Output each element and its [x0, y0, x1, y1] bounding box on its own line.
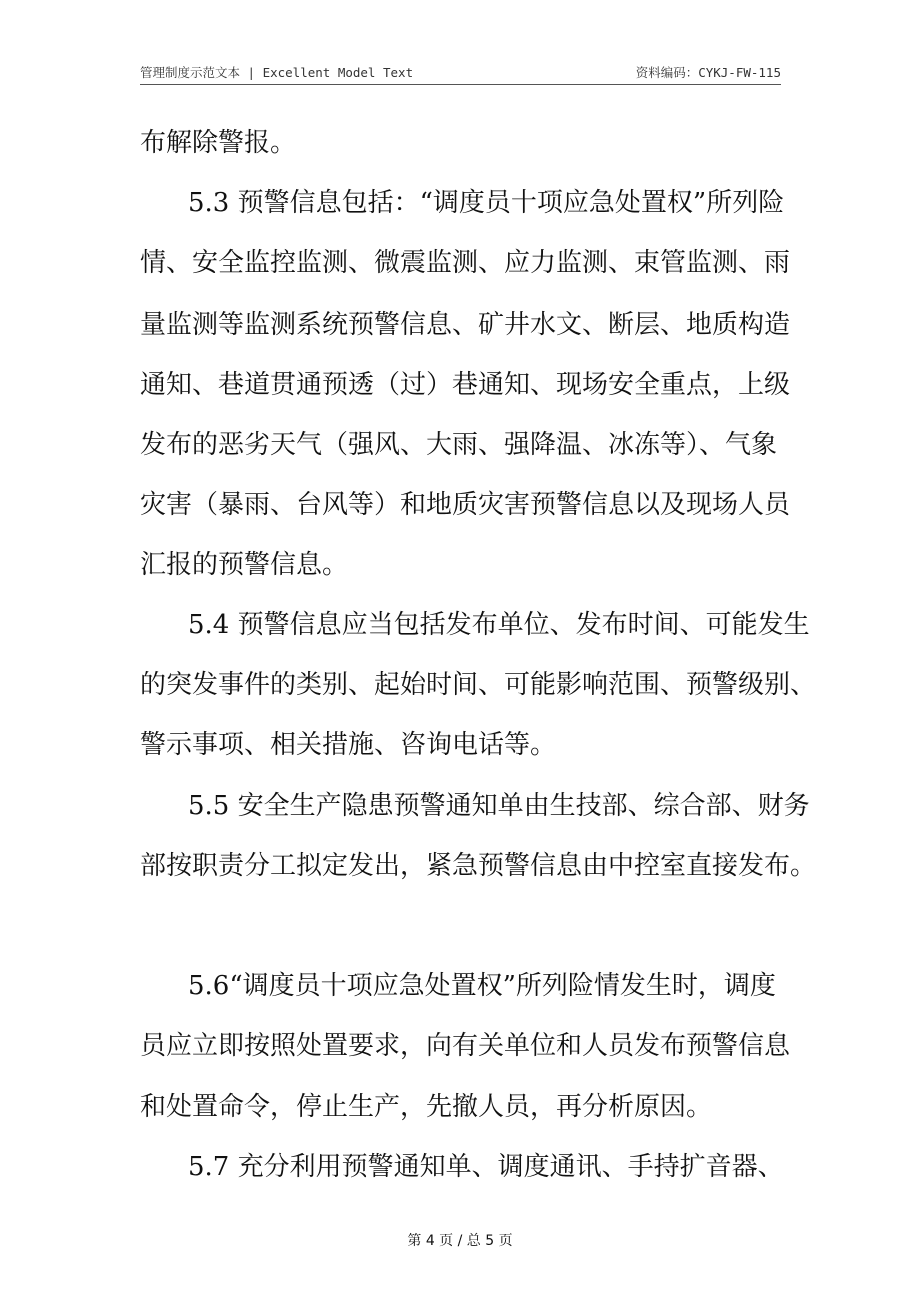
paragraph-line: 布解除警报。 — [140, 128, 297, 158]
paragraph-line: 汇报的预警信息。 — [140, 550, 349, 580]
paragraph-line: 情、安全监控监测、微震监测、应力监测、束管监测、雨 — [140, 248, 791, 278]
paragraph-line: 5.4 预警信息应当包括发布单位、发布时间、可能发生 — [188, 610, 810, 640]
paragraph-line: 量监测等监测系统预警信息、矿井水文、断层、地质构造 — [140, 310, 791, 340]
document-code: 资料编码：CYKJ-FW-115 — [635, 65, 781, 80]
paragraph-line: 灾害（暴雨、台风等）和地质灾害预警信息以及现场人员 — [140, 490, 791, 520]
paragraph-line: 通知、巷道贯通预透（过）巷通知、现场安全重点，上级 — [140, 370, 791, 400]
header-title: 管理制度示范文本 | Excellent Model Text — [140, 65, 414, 80]
paragraph-line: 5.7 充分利用预警通知单、调度通讯、手持扩音器、 — [188, 1152, 784, 1182]
paragraph-line: 5.5 安全生产隐患预警通知单由生技部、综合部、财务 — [188, 791, 810, 821]
paragraph-line: 5.3 预警信息包括：“调度员十项应急处置权”所列险 — [188, 188, 785, 218]
page-header — [140, 58, 781, 85]
paragraph-line: 部按职责分工拟定发出，紧急预警信息由中控室直接发布。 — [140, 851, 817, 881]
paragraph-line: 警示事项、相关措施、咨询电话等。 — [140, 730, 557, 760]
paragraph-line: 5.6“调度员十项应急处置权”所列险情发生时，调度 — [188, 971, 776, 1001]
paragraph-line: 的突发事件的类别、起始时间、可能影响范围、预警级别、 — [140, 670, 817, 700]
paragraph-line: 和处置命令，停止生产，先撤人员，再分析原因。 — [140, 1092, 713, 1122]
paragraph-line: 发布的恶劣天气（强风、大雨、强降温、冰冻等）、气象 — [140, 430, 778, 460]
paragraph-line: 员应立即按照处置要求，向有关单位和人员发布预警信息 — [140, 1031, 791, 1061]
page-number: 第 4 页 / 总 5 页 — [407, 1233, 513, 1249]
